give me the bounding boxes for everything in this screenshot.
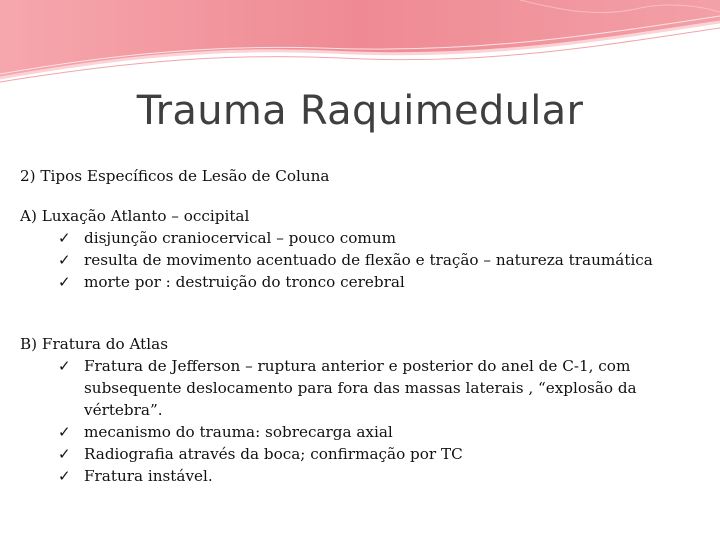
- bullet-text: Radiografia através da boca; confirmação por TC: [84, 445, 463, 463]
- bullet-text: Fratura de Jefferson – ruptura anterior e posterior do anel de C-1, com subsequente deslocamento para fora das massas laterais , “explosão da vértebra”.: [84, 357, 637, 419]
- bullet-text: mecanismo do trauma: sobrecarga axial: [84, 423, 393, 441]
- list-item: [58, 465, 700, 487]
- list-item: [58, 271, 700, 293]
- slide-subtitle: 2) Tipos Específicos de Lesão de Coluna: [20, 167, 330, 185]
- section-fratura-atlas: [20, 333, 700, 487]
- list-item: [58, 355, 700, 421]
- list-item: [58, 227, 700, 249]
- decorative-banner: [0, 0, 720, 90]
- checkmark-icon: ✓: [58, 229, 71, 247]
- section-luxacao: [20, 205, 700, 293]
- bullet-list: [20, 227, 700, 293]
- slide-title: Trauma Raquimedular: [136, 88, 584, 134]
- checkmark-icon: ✓: [58, 445, 71, 463]
- bullet-text: Fratura instável.: [84, 467, 213, 485]
- checkmark-icon: ✓: [58, 423, 71, 441]
- list-item: [58, 421, 700, 443]
- section-heading: B) Fratura do Atlas: [20, 335, 168, 353]
- checkmark-icon: ✓: [58, 467, 71, 485]
- bullet-text: resulta de movimento acentuado de flexão e tração – natureza traumática: [84, 251, 653, 269]
- checkmark-icon: ✓: [58, 251, 71, 269]
- bullet-list: [20, 355, 700, 487]
- section-heading: A) Luxação Atlanto – occipital: [20, 207, 250, 225]
- checkmark-icon: ✓: [58, 357, 71, 375]
- bullet-text: morte por : destruição do tronco cerebral: [84, 273, 405, 291]
- checkmark-icon: ✓: [58, 273, 71, 291]
- list-item: [58, 443, 700, 465]
- slide-content: [20, 165, 700, 487]
- bullet-text: disjunção craniocervical – pouco comum: [84, 229, 396, 247]
- list-item: [58, 249, 700, 271]
